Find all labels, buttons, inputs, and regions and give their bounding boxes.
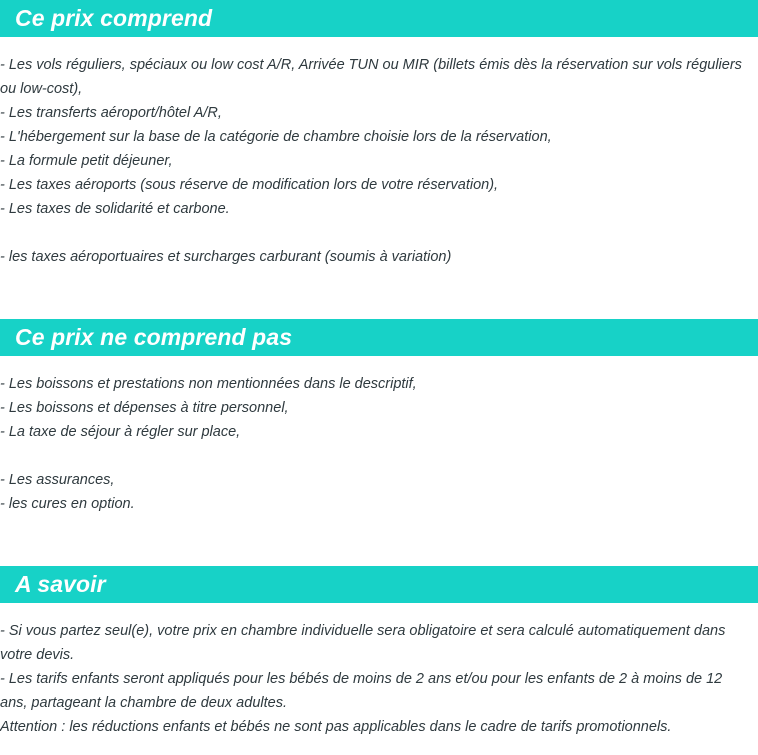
list-item: - L'hébergement sur la base de la catégorie de chambre choisie lors de la réservation, xyxy=(0,129,552,145)
section-body-included xyxy=(0,53,750,269)
list-item: - Les transferts aéroport/hôtel A/R, xyxy=(0,105,222,121)
list-item: - Les assurances, xyxy=(0,472,115,488)
list-item: - Les vols réguliers, spéciaux ou low cost A/R, Arrivée TUN ou MIR (billets émis dès la réservation sur vols réguliers ou low-cost), xyxy=(0,57,742,97)
blank-line xyxy=(0,444,750,468)
section-body-good-to-know xyxy=(0,619,750,739)
list-item: - les cures en option. xyxy=(0,496,135,512)
list-item: - La taxe de séjour à régler sur place, xyxy=(0,424,241,440)
section-body-not-included xyxy=(0,372,750,516)
blank-line xyxy=(0,221,750,245)
list-item: - Les boissons et prestations non mentionnées dans le descriptif, xyxy=(0,376,417,392)
list-item: - Les tarifs enfants seront appliqués pour les bébés de moins de 2 ans et/ou pour les enfants de 2 à moins de 12 ans, partageant la chambre de deux adultes. xyxy=(0,671,723,711)
list-item: - Si vous partez seul(e), votre prix en chambre individuelle sera obligatoire et sera calculé automatiquement dans votre devis. xyxy=(0,623,726,663)
section-header-not-included xyxy=(0,319,758,356)
section-title-not-included: Ce prix ne comprend pas xyxy=(15,324,293,350)
section-header-included xyxy=(0,0,758,37)
list-item: - Les taxes de solidarité et carbone. xyxy=(0,201,230,217)
list-item: - les taxes aéroportuaires et surcharges carburant (soumis à variation) xyxy=(0,249,452,265)
list-item: - La formule petit déjeuner, xyxy=(0,153,173,169)
list-item: - Les boissons et dépenses à titre personnel, xyxy=(0,400,289,416)
section-title-good-to-know: A savoir xyxy=(15,571,106,597)
section-title-included: Ce prix comprend xyxy=(15,5,213,31)
list-item: - Les taxes aéroports (sous réserve de modification lors de votre réservation), xyxy=(0,177,499,193)
section-header-good-to-know xyxy=(0,566,758,603)
list-item: Attention : les réductions enfants et bébés ne sont pas applicables dans le cadre de tarifs promotionnels. xyxy=(0,719,672,735)
